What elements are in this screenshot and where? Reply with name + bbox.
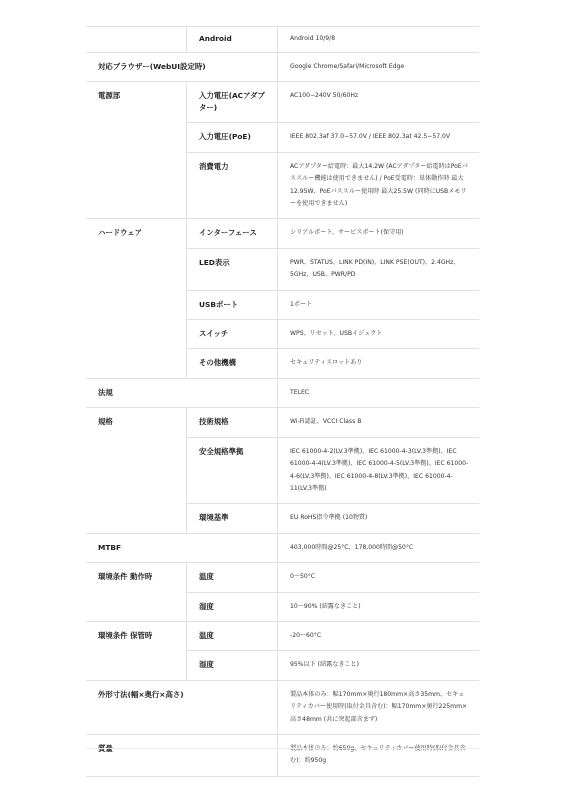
label-cell: 温度: [187, 621, 278, 650]
bottom-divider: [86, 748, 479, 749]
group-cell: 法規: [86, 378, 278, 407]
value-cell: -20〜60°C: [278, 621, 480, 650]
group-cell: 環境条件 保管時: [86, 621, 187, 680]
spec-row: [86, 378, 479, 407]
group-cell: ハードウェア: [86, 219, 187, 378]
value-cell: 0〜50°C: [278, 563, 480, 592]
value-cell: シリアルポート、サービスポート(保守用): [278, 219, 480, 248]
value-cell: EU RoHS指令準拠 (10物質): [278, 504, 480, 533]
label-cell: 技術規格: [187, 408, 278, 437]
label-cell: 環境基準: [187, 504, 278, 533]
group-cell: [86, 734, 278, 776]
spec-row: [86, 82, 479, 123]
spec-row: [86, 408, 479, 437]
label-cell: インターフェース: [187, 219, 278, 248]
label-cell: 入力電圧(PoE): [187, 123, 278, 152]
value-cell: Wi-Fi認証、VCCI Class B: [278, 408, 480, 437]
label-cell: USBポート: [187, 290, 278, 319]
spec-row: [86, 734, 479, 776]
label-cell: 湿度: [187, 592, 278, 621]
value-cell: 403,000時間@25°C、178,000時間@50°C: [278, 533, 480, 562]
group-cell: MTBF: [86, 533, 278, 562]
value-cell: Android 10/9/8: [278, 27, 480, 53]
label-cell: スイッチ: [187, 320, 278, 349]
group-cell: 対応ブラウザー(WebUI設定時): [86, 53, 278, 82]
value-cell: 95%以下 (結露なきこと): [278, 651, 480, 680]
label-cell: 安全規格準拠: [187, 437, 278, 504]
spec-row: [86, 680, 479, 734]
value-cell: ACアダプター給電時：最大14.2W (ACアダプター給電時はPoEパススルー機能は使用できません) / PoE受電時：単体動作時 最大12.95W、PoEパススルー使用時 最大25.5W (同時にUSBメモリーを使用できません): [278, 152, 480, 219]
value-cell: 10〜90% (結露なきこと): [278, 592, 480, 621]
spec-row: [86, 621, 479, 650]
label-cell: Android: [187, 27, 278, 53]
label-cell: 温度: [187, 563, 278, 592]
value-cell: 1ポート: [278, 290, 480, 319]
value-cell: PWR、STATUS、LINK PD(IN)、LINK PSE(OUT)、2.4GHz、5GHz、USB、PWR/PD: [278, 248, 480, 290]
value-cell: WPS、リセット、USBイジェクト: [278, 320, 480, 349]
value-cell: IEEE 802.3af 37.0−57.0V / IEEE 802.3at 42.5−57.0V: [278, 123, 480, 152]
value-cell: Google Chrome/Safari/Microsoft Edge: [278, 53, 480, 82]
value-cell: む)：約950g: [278, 734, 480, 776]
label-cell: 消費電力: [187, 152, 278, 219]
spec-row: [86, 563, 479, 592]
label-cell: その他機構: [187, 349, 278, 378]
spec-row: [86, 53, 479, 82]
spec-row: [86, 533, 479, 562]
group-cell: 規格: [86, 408, 187, 533]
value-cell: セキュリティスロットあり: [278, 349, 480, 378]
spec-row: [86, 27, 479, 53]
value-cell: AC100−240V 50/60Hz: [278, 82, 480, 123]
group-cell: 電源部: [86, 82, 187, 219]
group-cell: 環境条件 動作時: [86, 563, 187, 622]
spec-table: [86, 26, 479, 777]
value-cell: TELEC: [278, 378, 480, 407]
value-cell: IEC 61000-4-2(LV.3準拠)、IEC 61000-4-3(LV.3準拠)、IEC 61000-4-4(LV.3準拠)、IEC 61000-4-5(LV.3準拠)、IEC 61000-4-6(LV.3準拠)、IEC 61000-4-8(LV.3準拠)、IEC 61000-4-11(LV.3準拠): [278, 437, 480, 504]
group-cell: [86, 27, 187, 53]
label-cell: LED表示: [187, 248, 278, 290]
label-cell: 入力電圧(ACアダプター): [187, 82, 278, 123]
value-cell: 製品本体のみ：幅170mm×奥行180mm×高さ35mm、セキュリティカバー使用時(取付金具含む)：幅170mm×奥行225mm×高さ48mm (共に突起部含まず): [278, 680, 480, 734]
spec-row: [86, 219, 479, 248]
label-cell: 湿度: [187, 651, 278, 680]
group-cell: 外形寸法(幅×奥行×高さ): [86, 680, 278, 734]
